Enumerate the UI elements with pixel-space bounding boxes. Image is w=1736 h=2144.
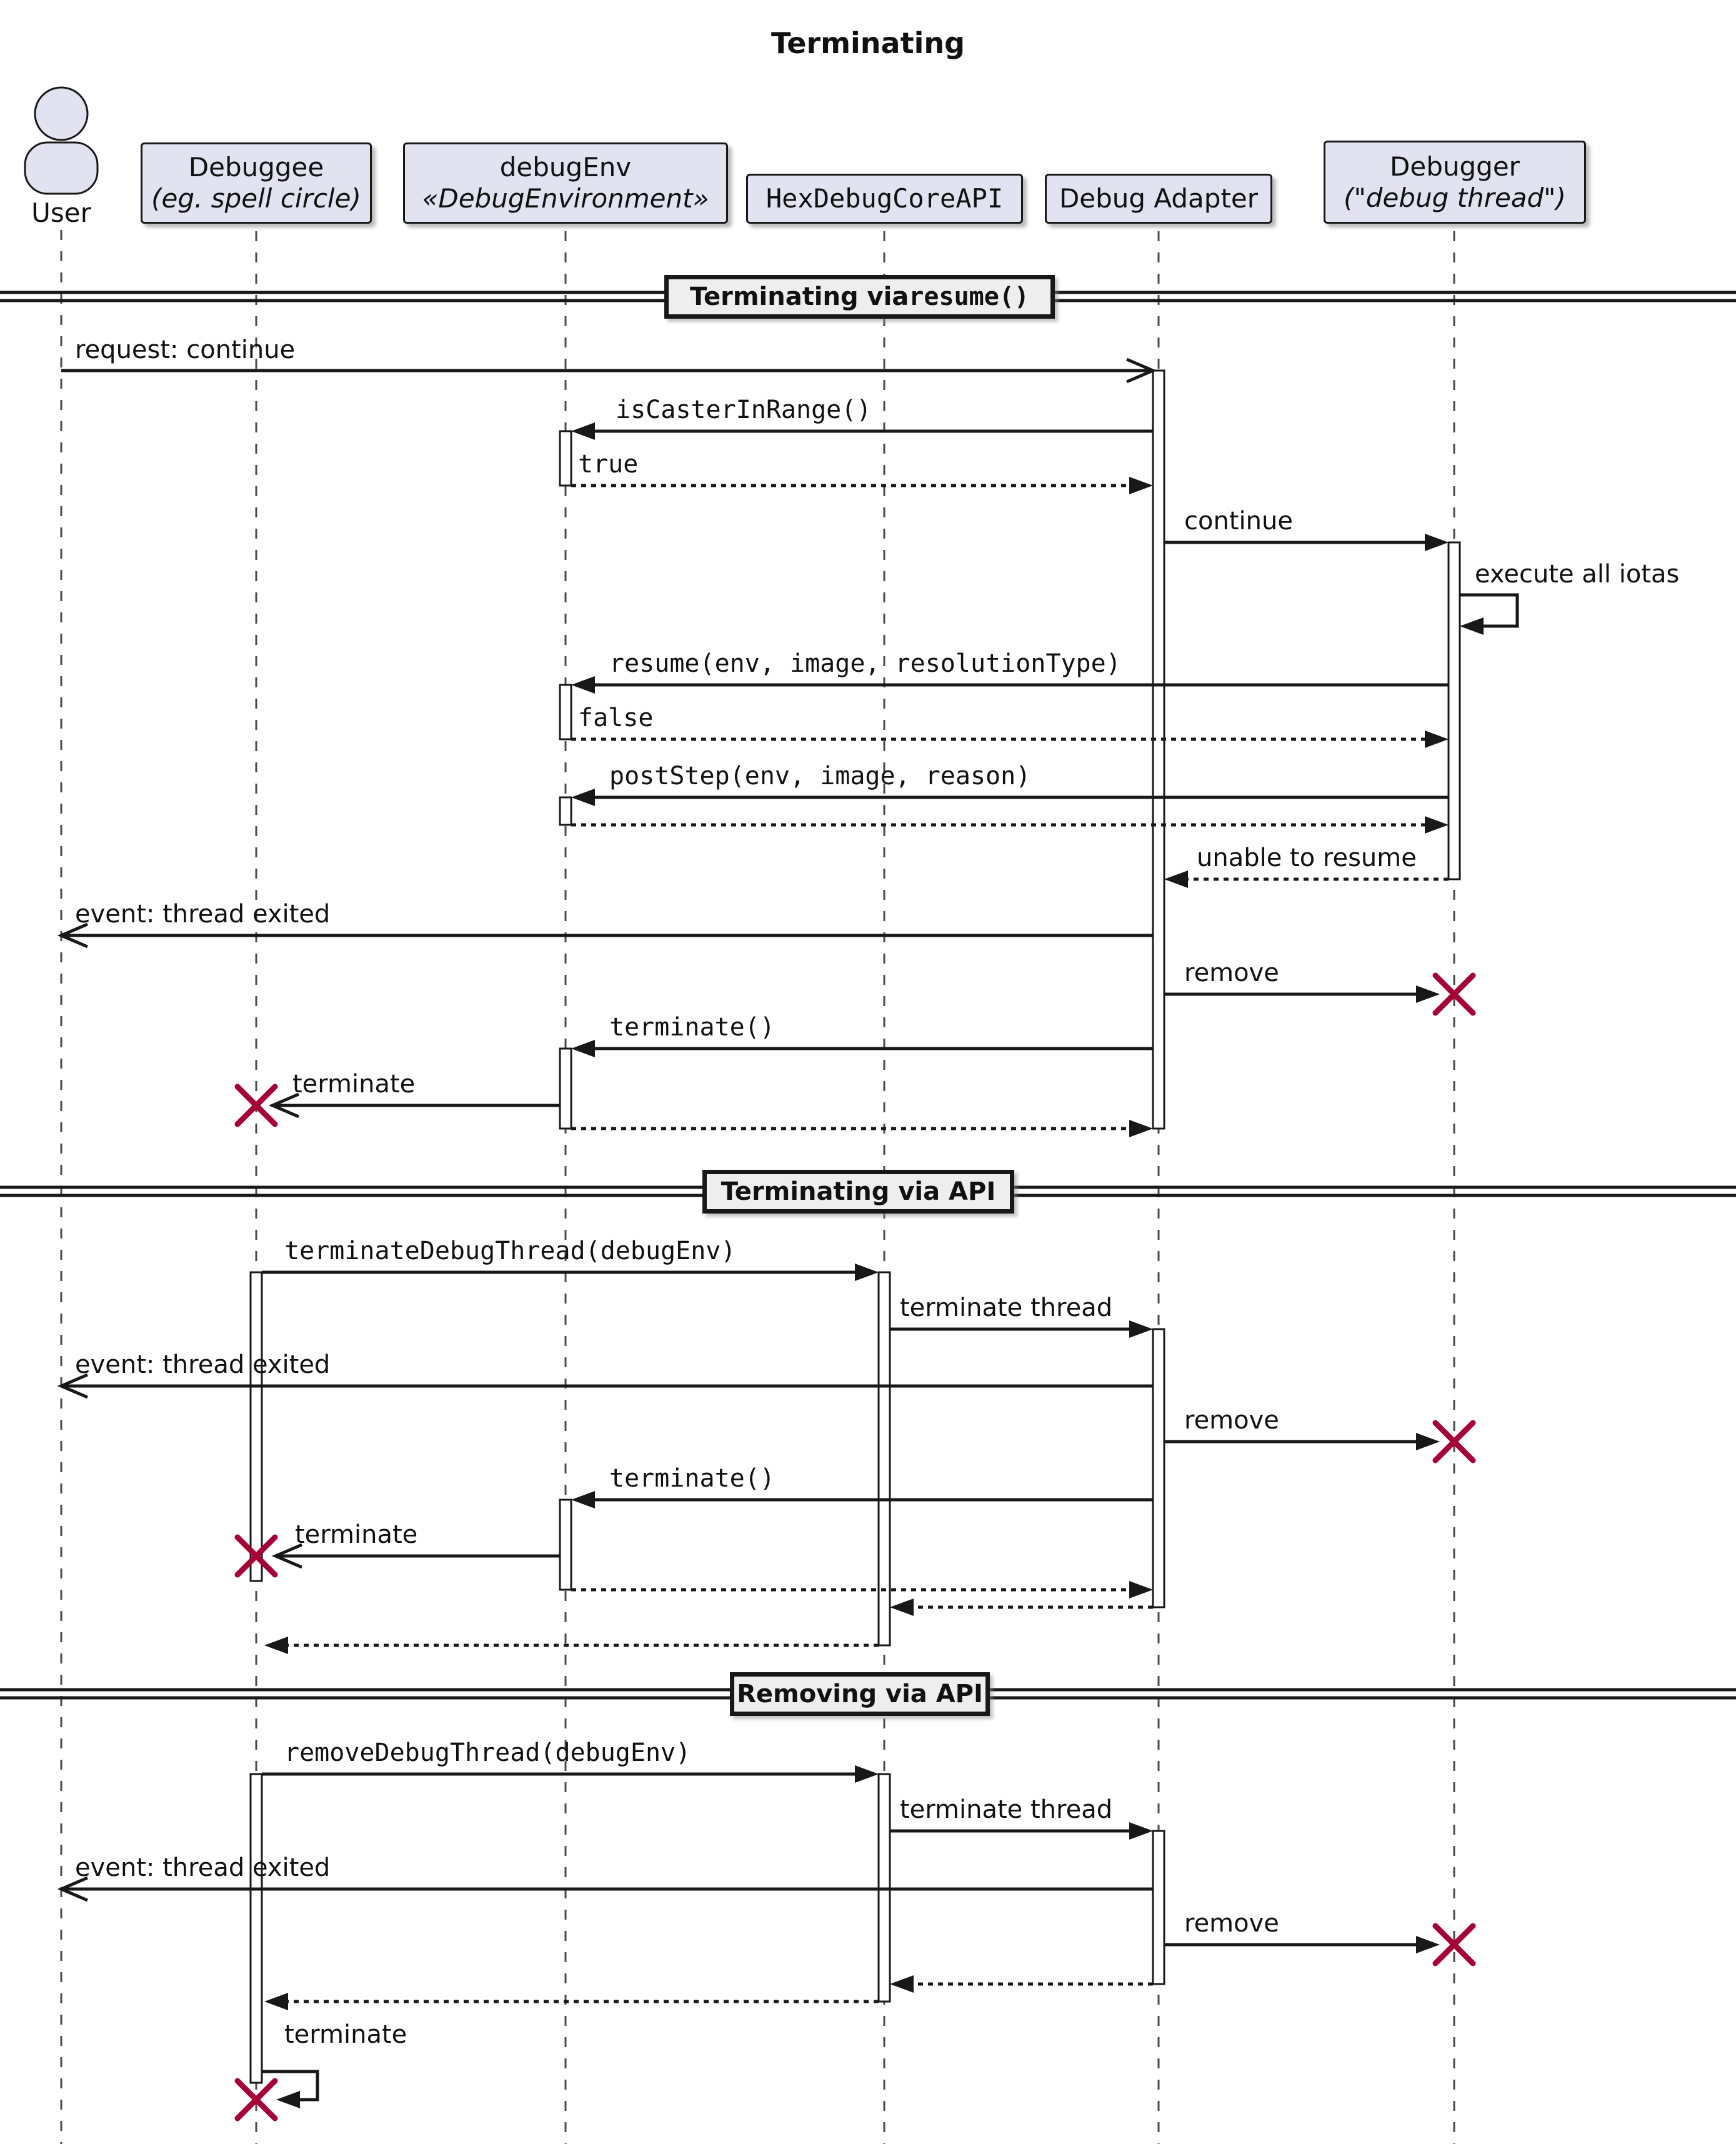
activation-debugenv-s2 [560, 1500, 571, 1590]
divider-terminating-via-resume [664, 275, 1055, 319]
divider1-code: resume() [909, 282, 1029, 311]
user-actor-icon [25, 87, 97, 194]
message-label-continue: continue [1184, 507, 1293, 536]
participant-user-label: User [31, 197, 91, 228]
message-label-thread-exited-3: event: thread exited [75, 1853, 331, 1882]
arrow-post-step-return [571, 816, 1449, 834]
arrow-remove-1 [1164, 985, 1440, 1003]
arrow-remove-debug-thread [262, 1765, 879, 1783]
arrow-adapter-return-api-s2 [890, 1598, 1153, 1616]
diagram-title: Terminating [771, 26, 965, 60]
arrow-adapter-return-api-s3 [890, 1975, 1153, 1993]
activation-debugenv-s1c [560, 797, 571, 825]
divider2-text: Terminating via API [721, 1177, 996, 1206]
arrow-remove-2 [1164, 1433, 1440, 1450]
message-label-resume-call: resume(env, image, resolutionType) [609, 649, 1121, 678]
arrow-terminate-thread-2 [890, 1822, 1153, 1840]
divider-removing-via-api [730, 1672, 990, 1716]
arrow-api-return-debuggee-s2 [264, 1637, 879, 1654]
participant-debug-adapter [1045, 174, 1272, 224]
arrow-true-return [571, 477, 1153, 494]
divider1-text: Terminating via [690, 282, 909, 311]
participant-debug-adapter-name: Debug Adapter [1059, 183, 1259, 214]
message-label-unable-to-resume: unable to resume [1197, 844, 1417, 872]
arrow-post-step [571, 789, 1449, 806]
arrow-continue [1164, 534, 1449, 551]
participant-debugger-stereotype: ("debug thread") [1344, 182, 1566, 213]
message-label-false: false [578, 704, 654, 732]
activation-adapter-s2 [1153, 1329, 1164, 1607]
arrow-execute-all-iotas-self [1460, 595, 1517, 635]
arrow-terminate-return-1 [571, 1120, 1153, 1137]
message-label-remove-2: remove [1184, 1406, 1279, 1435]
arrow-is-caster-in-range [571, 422, 1153, 440]
participant-debuggee-stereotype: (eg. spell circle) [151, 183, 361, 214]
arrow-terminate-thread-1 [890, 1320, 1153, 1338]
arrow-terminate-debug-thread [262, 1264, 879, 1281]
message-label-terminate-3: terminate [284, 2020, 407, 2049]
arrow-terminate-3-self [262, 2072, 317, 2108]
message-label-terminate-1: terminate [292, 1070, 416, 1099]
message-label-terminate-thread-2: terminate thread [900, 1795, 1113, 1824]
participant-debugger-name: Debugger [1390, 151, 1520, 182]
message-label-true: true [578, 450, 639, 479]
participant-debuggee-name: Debuggee [188, 152, 324, 182]
message-label-terminate-call-2: terminate() [609, 1464, 775, 1493]
message-label-thread-exited-2: event: thread exited [75, 1350, 331, 1379]
message-label-remove-debug-thread: removeDebugThread(debugEnv) [284, 1738, 691, 1767]
arrow-unable-to-resume [1164, 870, 1449, 888]
activation-debuggee-s3 [251, 1774, 262, 2083]
activation-debugenv-s1b [560, 685, 571, 739]
arrow-terminate-return-2 [571, 1581, 1153, 1598]
arrow-terminate-call-1 [571, 1040, 1153, 1057]
participant-debugenv-name: debugEnv [499, 152, 632, 182]
participant-debugenv [403, 142, 728, 224]
message-label-terminate-call-1: terminate() [609, 1013, 775, 1042]
message-label-remove-1: remove [1184, 959, 1279, 987]
activation-debugger-s1 [1449, 542, 1460, 879]
arrow-resume-call [571, 676, 1449, 694]
participant-debuggee [141, 142, 372, 224]
message-label-terminate-2: terminate [295, 1520, 418, 1549]
arrow-api-return-debuggee-s3 [264, 1993, 879, 2010]
activation-debugenv-s1d [560, 1049, 571, 1129]
participant-hexdebugcoreapi-name: HexDebugCoreAPI [766, 183, 1004, 214]
message-label-is-caster-in-range: isCasterInRange() [616, 396, 872, 424]
message-label-post-step: postStep(env, image, reason) [609, 762, 1031, 790]
message-label-thread-exited-1: event: thread exited [75, 900, 331, 929]
participant-debugger [1324, 141, 1586, 224]
message-label-execute-all-iotas: execute all iotas [1475, 560, 1680, 589]
divider-terminating-via-api [702, 1170, 1014, 1214]
activation-debugenv-s1a [560, 431, 571, 486]
participant-debugenv-stereotype: «DebugEnvironment» [422, 183, 709, 214]
divider3-text: Removing via API [737, 1680, 983, 1708]
activation-debuggee-s2 [251, 1272, 262, 1581]
arrow-remove-3 [1164, 1936, 1440, 1953]
participant-hexdebugcoreapi [746, 174, 1023, 224]
message-label-request-continue: request: continue [75, 336, 296, 364]
arrow-terminate-call-2 [571, 1491, 1153, 1508]
message-label-terminate-debug-thread: terminateDebugThread(debugEnv) [284, 1237, 736, 1265]
message-label-terminate-thread-1: terminate thread [900, 1294, 1113, 1322]
activation-adapter-s3 [1153, 1831, 1164, 1984]
message-label-remove-3: remove [1184, 1909, 1279, 1938]
arrow-false-return [571, 730, 1449, 748]
activation-adapter-s1 [1153, 371, 1164, 1129]
